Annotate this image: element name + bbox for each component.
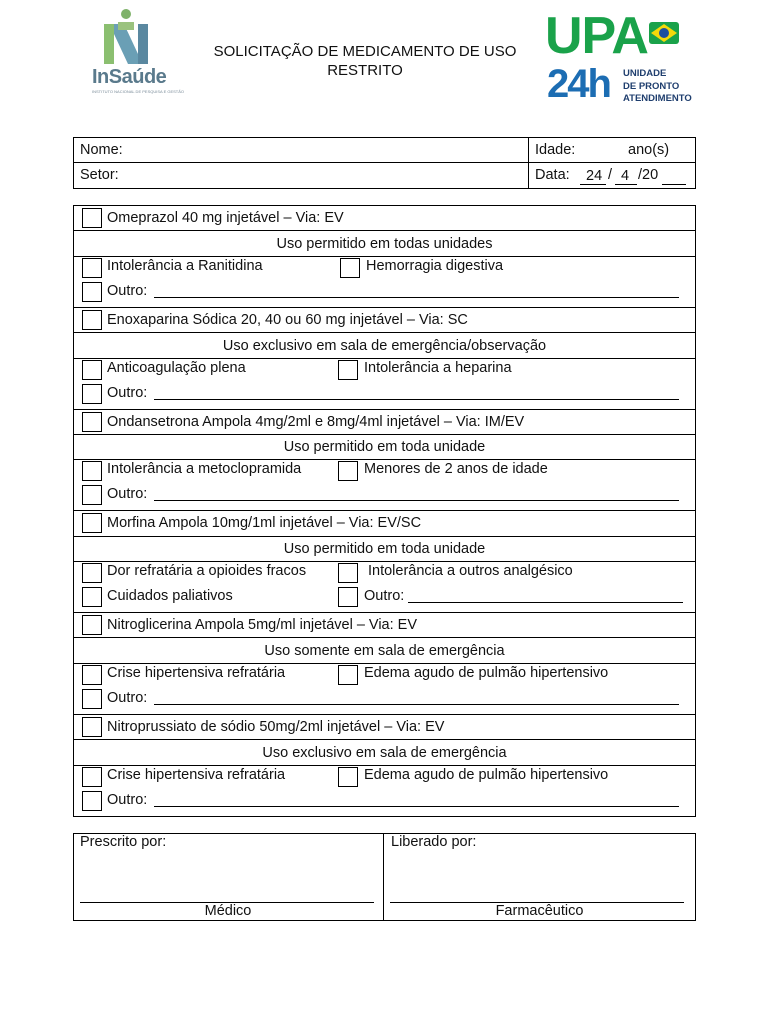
usage-rule: Uso exclusivo em sala de emergência/observação — [222, 338, 547, 354]
indication-checkbox[interactable] — [82, 360, 102, 380]
insaude-figure-icon — [98, 8, 170, 68]
indication-checkbox[interactable] — [338, 461, 358, 481]
indication-label: Hemorragia digestiva — [366, 258, 504, 274]
divider — [73, 307, 696, 308]
medication-name: Ondansetrona Ampola 4mg/2ml e 8mg/4ml injetável – Via: IM/EV — [107, 414, 525, 430]
date-year-prefix: /20 — [638, 167, 659, 183]
medication-checkbox[interactable] — [82, 513, 102, 533]
indication-label: Intolerância a Ranitidina — [107, 258, 263, 274]
divider — [73, 434, 696, 435]
indication-label: Crise hipertensiva refratária — [107, 665, 286, 681]
indication-label: Edema agudo de pulmão hipertensivo — [364, 665, 609, 681]
medication-name: Nitroglicerina Ampola 5mg/ml injetável – Via: EV — [107, 617, 418, 633]
other-checkbox[interactable] — [82, 689, 102, 709]
indication-label: Cuidados paliativos — [107, 588, 233, 604]
medication-checkbox[interactable] — [82, 412, 102, 432]
upa-logo-main: UPA — [545, 7, 648, 65]
age-label: Idade: — [535, 142, 576, 158]
other-label: Outro: — [107, 385, 148, 401]
indication-checkbox[interactable] — [82, 461, 102, 481]
usage-rule: Uso exclusivo em sala de emergência — [262, 745, 507, 761]
date-separator: / — [608, 167, 613, 183]
divider — [73, 612, 696, 613]
upa-logo-subtitle — [623, 68, 692, 106]
upa-logo-24h: 24h — [547, 62, 610, 106]
other-write-line[interactable] — [154, 500, 679, 501]
other-label: Outro: — [107, 690, 148, 706]
medication-name: Enoxaparina Sódica 20, 40 ou 60 mg injetável – Via: SC — [107, 312, 468, 328]
prescriber-role: Médico — [204, 903, 252, 919]
divider — [73, 714, 696, 715]
medication-checkbox[interactable] — [82, 615, 102, 635]
divider — [73, 162, 696, 163]
usage-rule: Uso somente em sala de emergência — [264, 643, 505, 659]
usage-rule: Uso permitido em toda unidade — [283, 439, 486, 455]
usage-rule: Uso permitido em todas unidades — [276, 236, 493, 252]
indication-checkbox[interactable] — [82, 258, 102, 278]
insaude-brand-text: InSaúde — [92, 66, 167, 88]
upa-logo — [545, 7, 697, 110]
other-checkbox[interactable] — [82, 282, 102, 302]
indication-label: Edema agudo de pulmão hipertensivo — [364, 767, 609, 783]
indication-label: Anticoagulação plena — [107, 360, 246, 376]
brazil-flag-icon — [649, 22, 679, 44]
indication-checkbox[interactable] — [82, 587, 102, 607]
name-label: Nome: — [80, 142, 123, 158]
insaude-logo — [92, 8, 185, 96]
date-day[interactable]: 24 — [586, 168, 603, 184]
title-line-2: RESTRITO — [327, 62, 403, 79]
other-checkbox[interactable] — [82, 485, 102, 505]
indication-checkbox[interactable] — [82, 665, 102, 685]
other-checkbox[interactable] — [82, 384, 102, 404]
patient-info-table — [73, 137, 696, 189]
medication-checkbox[interactable] — [82, 717, 102, 737]
medication-name: Nitroprussiato de sódio 50mg/2ml injetável – Via: EV — [107, 719, 445, 735]
medication-name: Omeprazol 40 mg injetável – Via: EV — [107, 210, 344, 226]
indication-checkbox[interactable] — [338, 767, 358, 787]
date-month-underline — [615, 184, 637, 185]
other-label: Outro: — [107, 486, 148, 502]
usage-rule: Uso permitido em toda unidade — [283, 541, 486, 557]
prescribed-by-label: Prescrito por: — [80, 834, 167, 850]
other-checkbox[interactable] — [338, 587, 358, 607]
released-by-label: Liberado por: — [391, 834, 477, 850]
document-title — [180, 42, 550, 80]
other-write-line[interactable] — [154, 399, 679, 400]
indication-label: Intolerância a heparina — [364, 360, 512, 376]
divider — [73, 637, 696, 638]
date-day-underline — [580, 184, 606, 185]
other-label: Outro: — [107, 283, 148, 299]
indication-checkbox[interactable] — [82, 767, 102, 787]
pharmacist-role: Farmacêutico — [495, 903, 584, 919]
indication-label: Menores de 2 anos de idade — [364, 461, 548, 477]
medication-checkbox[interactable] — [82, 208, 102, 228]
indication-checkbox[interactable] — [338, 563, 358, 583]
other-checkbox[interactable] — [82, 791, 102, 811]
date-label: Data: — [535, 167, 570, 183]
other-write-line[interactable] — [154, 297, 679, 298]
medication-name: Morfina Ampola 10mg/1ml injetável – Via: EV/SC — [107, 515, 422, 531]
other-write-line[interactable] — [154, 806, 679, 807]
other-label: Outro: — [107, 792, 148, 808]
date-month[interactable]: 4 — [621, 168, 630, 184]
indication-checkbox[interactable] — [338, 665, 358, 685]
indication-checkbox[interactable] — [340, 258, 360, 278]
upa-sub-line-3: ATENDIMENTO — [623, 93, 692, 104]
sector-label: Setor: — [80, 167, 119, 183]
divider — [528, 137, 529, 189]
indication-checkbox[interactable] — [82, 563, 102, 583]
divider — [73, 510, 696, 511]
medication-checkbox[interactable] — [82, 310, 102, 330]
other-label: Outro: — [364, 588, 405, 604]
indication-label: Crise hipertensiva refratária — [107, 767, 286, 783]
insaude-tagline: INSTITUTO NACIONAL DE PESQUISA E GESTÃO — [92, 89, 185, 94]
date-year-underline — [662, 184, 686, 185]
upa-sub-line-2: DE PRONTO — [623, 80, 680, 92]
other-write-line[interactable] — [154, 704, 679, 705]
divider — [73, 230, 696, 231]
other-write-line[interactable] — [408, 602, 683, 603]
divider — [73, 332, 696, 333]
age-unit: ano(s) — [628, 142, 670, 158]
indication-label: Intolerância a outros analgésico — [368, 563, 573, 579]
upa-sub-line-1: UNIDADE — [623, 68, 667, 79]
divider — [73, 536, 696, 537]
title-line-1: SOLICITAÇÃO DE MEDICAMENTO DE USO — [213, 43, 517, 60]
indication-label: Intolerância a metoclopramida — [107, 461, 302, 477]
divider — [73, 409, 696, 410]
indication-checkbox[interactable] — [338, 360, 358, 380]
divider — [73, 739, 696, 740]
indication-label: Dor refratária a opioides fracos — [107, 563, 307, 579]
